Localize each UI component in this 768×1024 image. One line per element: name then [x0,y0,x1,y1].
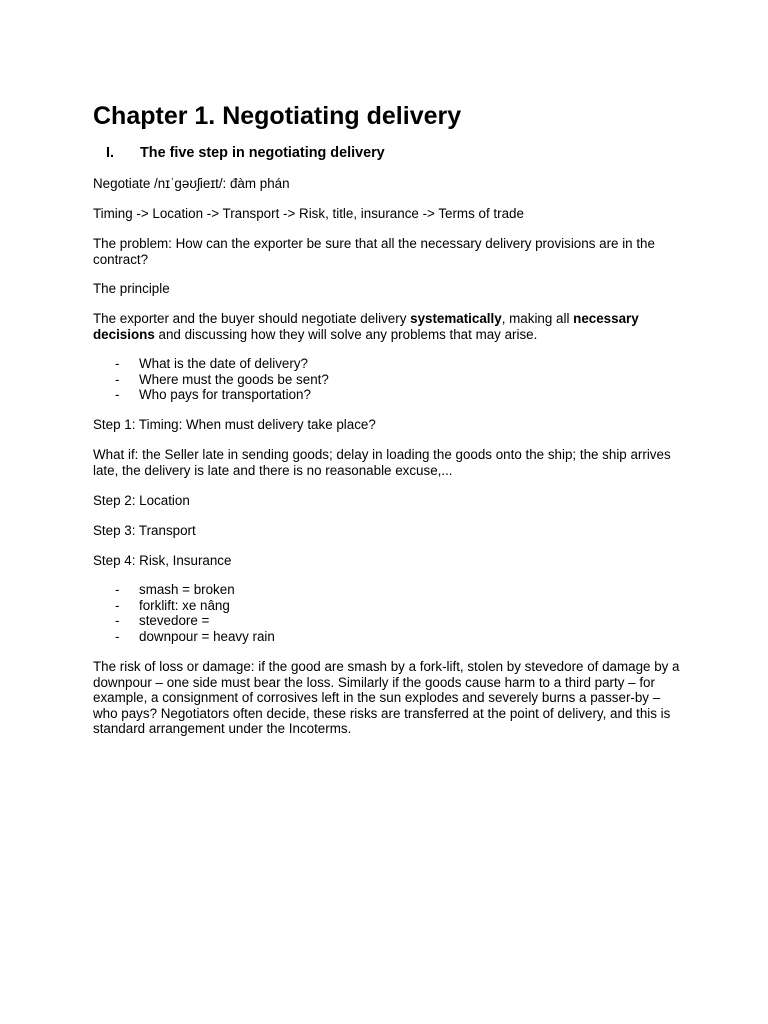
chapter-title: Chapter 1. Negotiating delivery [93,102,462,130]
list-dash: - [115,371,120,387]
list-item-text: stevedore = [139,613,210,628]
questions-list [115,356,329,403]
list-item [115,387,329,403]
step-3: Step 3: Transport [93,523,196,538]
list-item-text: Where must the goods be sent? [139,371,329,387]
list-item-text: What is the date of delivery? [139,356,308,371]
list-item-text: smash = broken [139,582,235,597]
negotiate-definition: Negotiate /nɪˈɡəʊʃieɪt/: đàm phán [93,176,290,191]
principle-bold-2: necessary decisions [93,311,639,342]
problem-paragraph: The problem: How can the exporter be sure that all the necessary delivery provisions are in the contract? [93,236,655,267]
list-item-text: Who pays for transportation? [139,387,311,402]
list-item [115,582,275,598]
list-item [115,372,329,388]
list-item [115,613,275,629]
list-item-text: forklift: xe nâng [139,597,230,613]
step-1: Step 1: Timing: When must delivery take place? [93,417,376,432]
principle-text-2: , making all [501,311,574,326]
list-dash: - [115,582,120,597]
risk-paragraph: The risk of loss or damage: if the good are smash by a fork-lift, stolen by stevedore of damage by a downpour – one side must bear the loss. Similarly if the goods cause harm to a third party – for example, a consignment of corrosives left in the sun explodes and severely burns a passer-by – who pays? Negotiators often decide, these risks are transferred at the point of delivery, and this is standard arrangement under the Incoterms. [93,659,680,736]
principle-paragraph [93,311,683,342]
step-2: Step 2: Location [93,493,190,508]
list-item [115,629,275,645]
list-dash: - [115,628,120,644]
list-item-text: downpour = heavy rain [139,628,275,644]
step-4: Step 4: Risk, Insurance [93,553,232,568]
vocabulary-list [115,582,275,644]
section-number: I. [106,145,114,161]
what-if-paragraph: What if: the Seller late in sending goods; delay in loading the goods onto the ship; the ship arrives late, the delivery is late and there is no reasonable excuse,... [93,447,671,478]
principle-bold-1: systematically [410,311,502,326]
principle-label: The principle [93,281,170,296]
principle-text-3: and discussing how they will solve any problems that may arise. [154,326,538,342]
list-dash: - [115,356,120,371]
list-item [115,356,329,372]
list-item [115,598,275,614]
list-dash: - [115,613,120,628]
section-heading-text: The five step in negotiating delivery [140,145,385,161]
principle-text-1: The exporter and the buyer should negotiate delivery [93,311,411,326]
steps-order: Timing -> Location -> Transport -> Risk, title, insurance -> Terms of trade [93,206,524,221]
section-heading [106,144,385,162]
list-dash: - [115,597,120,613]
list-dash: - [115,387,120,402]
